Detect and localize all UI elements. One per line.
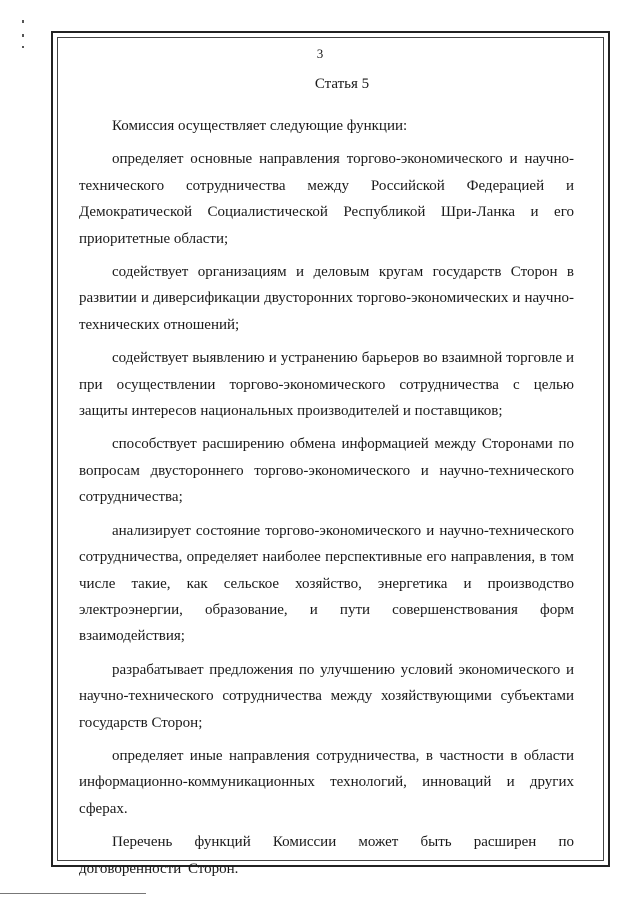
article-title: Статья 5 [314, 76, 370, 92]
scan-mark-middle [22, 34, 24, 37]
article-body [79, 113, 574, 889]
page-number: 3 [316, 46, 324, 61]
scan-mark-top [22, 20, 24, 23]
function-item: анализирует состояние торгово-экономического и научно-технического сотрудничества, определяет наиболее перспективные его направления, в том числе такие, как сельское хозяйство, энергетика и производство электроэнергии, образование, и пути совершенствования форм взаимодействия; [79, 522, 574, 645]
intro-paragraph: Комиссия осуществляет следующие функции: [112, 118, 408, 134]
function-item: определяет основные направления торгово-экономического и научно-технического сотрудничества между Российской Федерацией и Демократической Социалистической Республикой Шри-Ланка и его приоритетные области; [79, 151, 574, 247]
function-item: разрабатывает предложения по улучшению условий экономического и научно-технического сотрудничества между хозяйствующими субъектами государств Сторон; [79, 661, 574, 731]
function-item: содействует организациям и деловым кругам государств Сторон в развитии и диверсификации двусторонних торгово-экономических и научно-технических отношений; [79, 264, 574, 333]
closing-paragraph: Перечень функций Комиссии может быть расширен по договоренности Сторон. [79, 834, 574, 877]
function-item: способствует расширению обмена информацией между Сторонами по вопросам двустороннего торгово-экономического и научно-технического сотрудничества; [79, 436, 574, 506]
scan-edge-line [0, 893, 146, 894]
function-item: определяет иные направления сотрудничества, в частности в области информационно-коммуникационных технологий, инноваций и других сферах. [79, 747, 574, 817]
function-item: содействует выявлению и устранению барьеров во взаимной торговле и при осуществлении торгово-экономического сотрудничества с целью защиты интересов национальных производителей и поставщиков; [79, 350, 574, 420]
